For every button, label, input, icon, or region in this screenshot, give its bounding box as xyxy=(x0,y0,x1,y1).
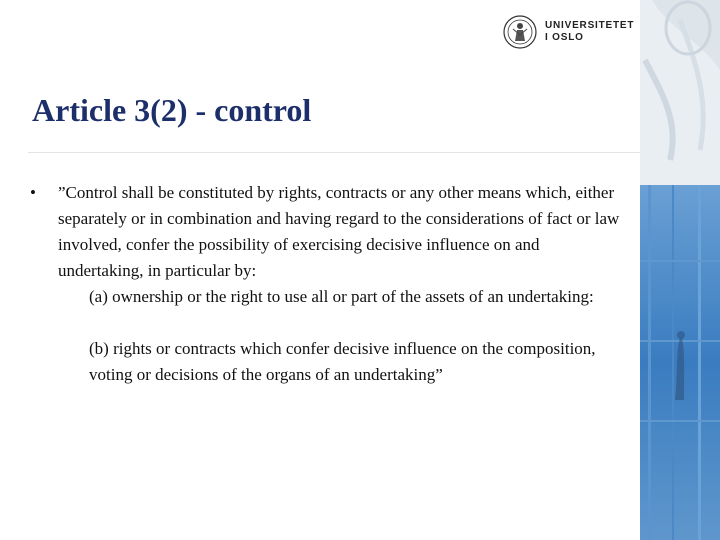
university-name xyxy=(545,20,634,44)
decorative-side-panel xyxy=(640,0,720,540)
bullet-quote-text: ”Control shall be constituted by rights, contracts or any other means which, either separately or in combination and having regard to the considerations of fact or law involved, confer the possibility of exercising decisive influence on and undertaking, in particular by: xyxy=(58,183,620,280)
bullet-icon: • xyxy=(30,183,36,202)
sub-item-b: (b) rights or contracts which confer decisive influence on the composition, voting or decisions of the organs of an undertaking” xyxy=(89,339,596,384)
logo-line-2: I OSLO xyxy=(545,32,584,43)
title-divider xyxy=(28,152,640,153)
sub-item-a: (a) ownership or the right to use all or part of the assets of an undertaking: xyxy=(89,287,594,306)
university-seal-icon xyxy=(503,15,537,49)
university-logo xyxy=(503,14,634,50)
logo-line-1: UNIVERSITETET xyxy=(545,20,635,31)
slide-title: Article 3(2) - control xyxy=(32,92,312,128)
